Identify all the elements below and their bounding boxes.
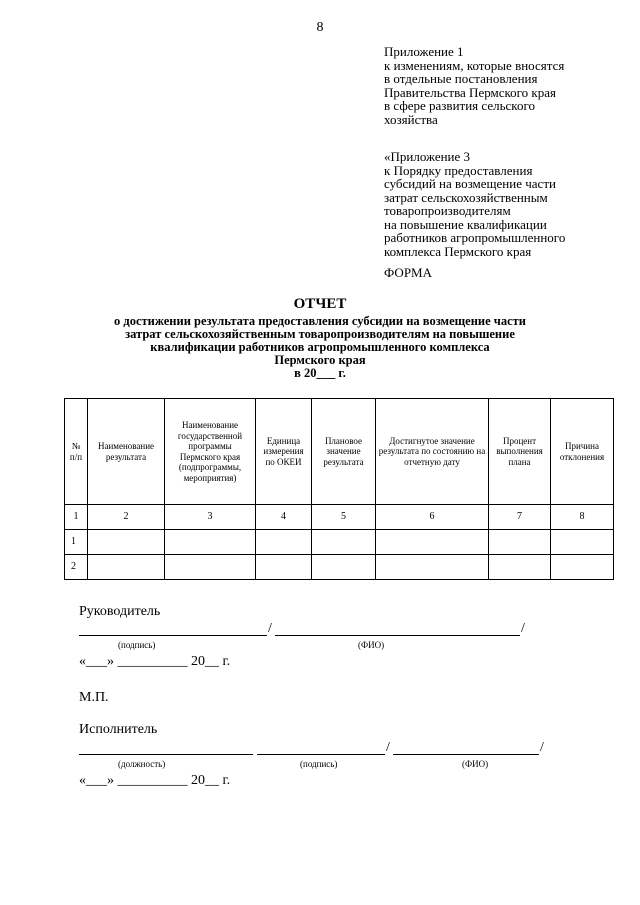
page-number: 8 [316,20,324,35]
annex1-line: в отдельные постановления [384,71,538,86]
annex3-line: затрат сельскохозяйственным [384,189,548,205]
annex1-line: Правительства Пермского края [384,84,556,100]
table-header-cell: № п/п [65,399,88,505]
exec-position-caption: (должность) [118,759,166,769]
report-table [64,398,614,580]
exec-signature-line [257,754,385,755]
head-signature-line [79,635,267,636]
report-subtitle-line: Пермского края [274,353,366,367]
table-cell [376,530,489,555]
column-number: 4 [256,505,312,530]
table-cell [489,555,551,580]
table-cell [376,555,489,580]
annex3-line: товаропроизводителям [384,203,511,218]
stamp-label: М.П. [79,690,109,705]
column-number: 5 [312,505,376,530]
head-fio-caption: (ФИО) [358,640,385,650]
column-number: 6 [376,505,489,530]
head-label: Руководитель [79,604,161,619]
exec-fio-line [393,754,539,755]
table-cell [312,530,376,555]
table-column-number-row [65,505,614,530]
table-cell [551,530,614,555]
annex3-block [384,150,624,258]
column-number: 2 [88,505,165,530]
column-number: 1 [65,505,88,530]
table-header-cell: Достигнутое значение результата по состоянию на отчетную дату [376,399,489,505]
exec-position-line [79,754,253,755]
table-cell [312,555,376,580]
annex1-line: Приложение 1 [384,44,464,59]
annex3-line: на повышение квалификации [384,216,547,232]
head-sign-caption: (подпись) [118,640,156,650]
table-cell [88,530,165,555]
table-header-cell: Наименование государственной программы Пермского края (подпрограммы, мероприятия) [165,399,256,505]
annex1-line: в сфере развития сельского [384,98,535,113]
annex1-block [384,45,624,126]
table-row [65,555,614,580]
date-line: «___» __________ 20__ г. [79,773,231,788]
head-fio-line [275,635,520,636]
table-cell [256,530,312,555]
annex1-line: к изменениям, которые вносятся [384,57,565,73]
exec-sign-caption: (подпись) [300,759,338,769]
table-header-cell: Единица измерения по ОКЕИ [256,399,312,505]
table-cell [256,555,312,580]
form-label: ФОРМА [384,265,432,280]
report-subtitle [40,315,600,380]
slash: / [268,621,272,636]
report-title: ОТЧЕТ [293,296,347,312]
slash: / [386,740,390,755]
report-subtitle-line: затрат сельскохозяйственным товаропроизводителям на повышение [125,327,515,341]
table-cell [165,530,256,555]
table-cell [165,555,256,580]
table-header-cell: Наименование результата [88,399,165,505]
slash: / [521,621,525,636]
table-header-cell: Процент выполнения плана [489,399,551,505]
annex3-line: к Порядку предоставления [384,162,533,178]
row-number: 1 [65,530,88,555]
slash: / [540,740,544,755]
row-number: 2 [65,555,88,580]
executor-label: Исполнитель [79,722,158,737]
table-header-row [65,399,614,505]
table-header-cell: Плановое значение результата [312,399,376,505]
table-cell [489,530,551,555]
table-row [65,530,614,555]
exec-fio-caption: (ФИО) [462,759,489,769]
annex3-line: комплекса Пермского края [384,243,532,259]
report-subtitle-line: о достижении результата предоставления субсидии на возмещение части [114,314,526,328]
annex3-line: субсидий на возмещение части [384,176,556,191]
report-subtitle-line: в 20___ г. [294,366,346,380]
table-header-cell: Причина отклонения [551,399,614,505]
table-cell [88,555,165,580]
annex1-line: хозяйства [384,111,438,127]
report-subtitle-line: квалификации работников агропромышленного комплекса [150,340,490,354]
column-number: 3 [165,505,256,530]
date-line: «___» __________ 20__ г. [79,654,231,669]
column-number: 8 [551,505,614,530]
table-cell [551,555,614,580]
annex3-line: работников агропромышленного [384,230,566,245]
column-number: 7 [489,505,551,530]
annex3-line: «Приложение 3 [384,149,471,164]
